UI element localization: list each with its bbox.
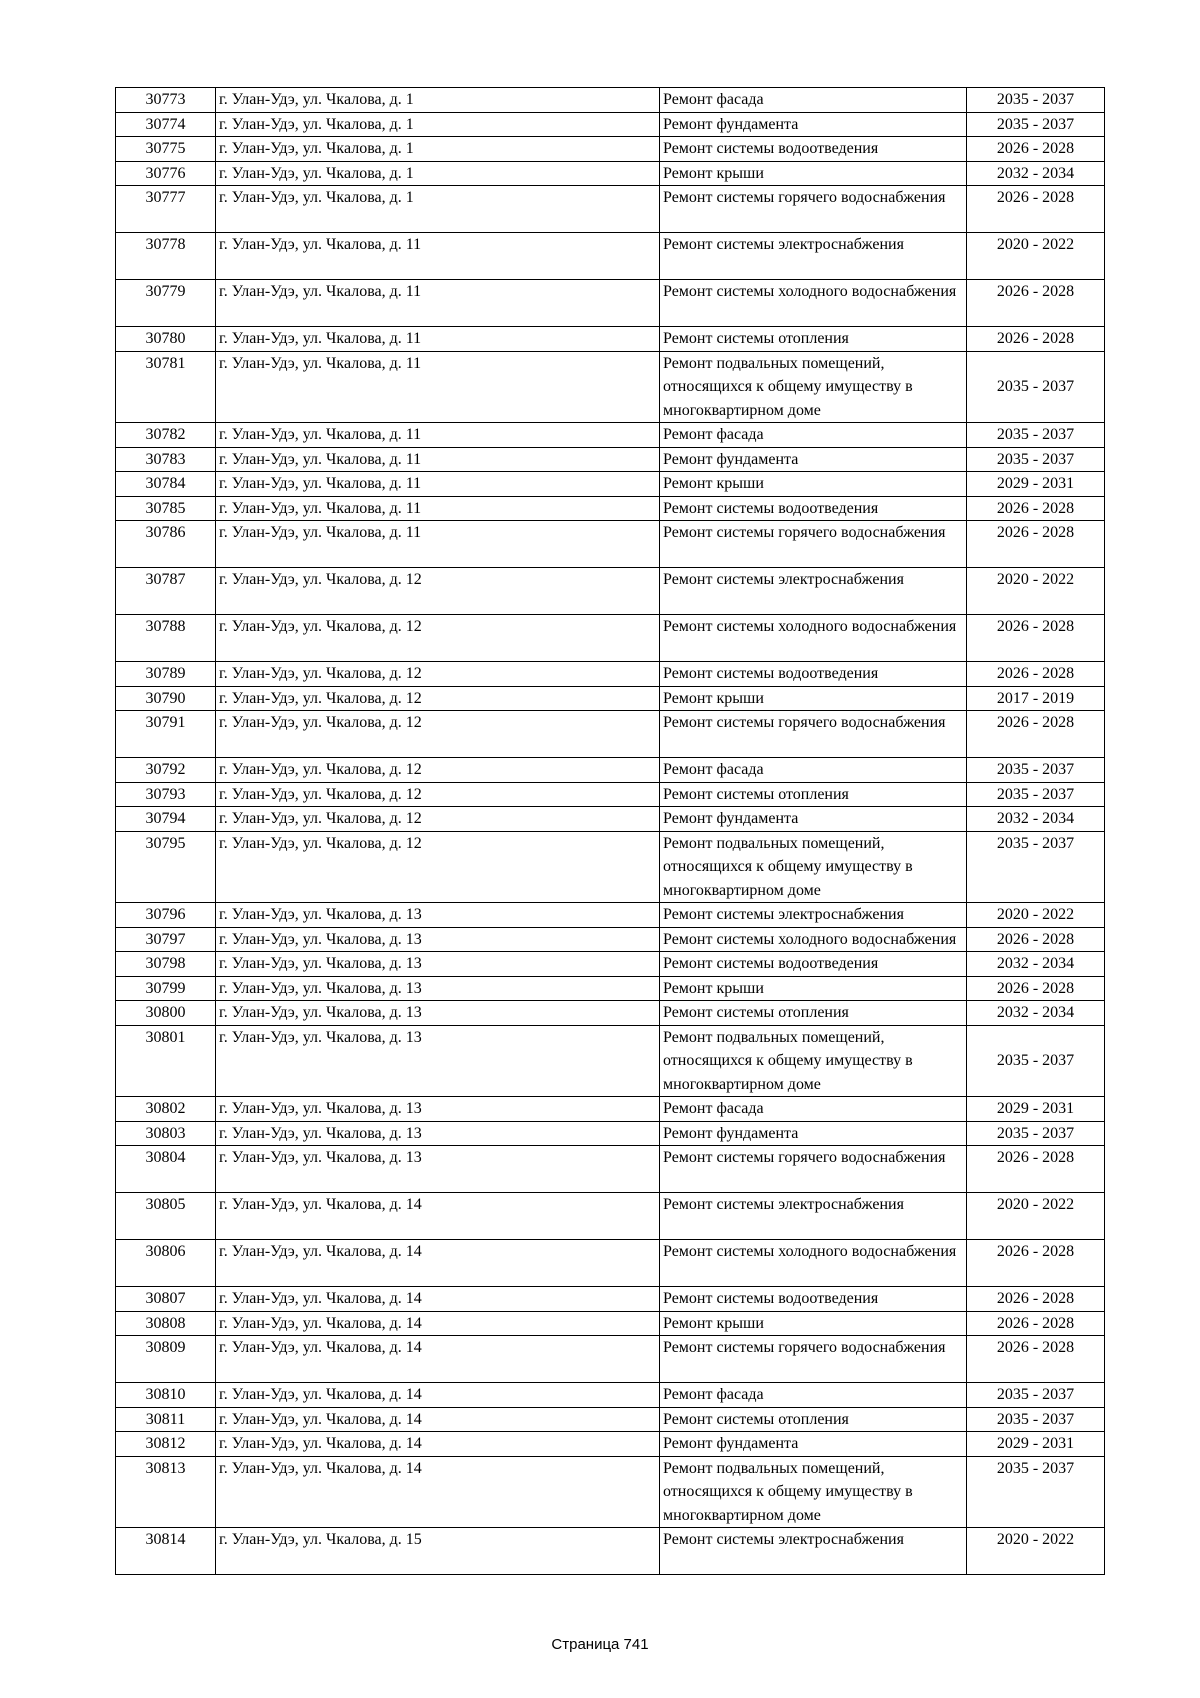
table-row — [116, 1146, 1105, 1193]
table-row — [116, 472, 1105, 497]
repair-schedule-table — [115, 87, 1105, 1575]
address-cell: г. Улан-Удэ, ул. Чкалова, д. 14 — [216, 1456, 660, 1528]
address-cell: г. Улан-Удэ, ул. Чкалова, д. 12 — [216, 807, 660, 832]
table-row — [116, 521, 1105, 568]
address-cell: г. Улан-Удэ, ул. Чкалова, д. 11 — [216, 521, 660, 568]
work-type-cell: Ремонт системы отопления — [660, 327, 967, 352]
address-cell: г. Улан-Удэ, ул. Чкалова, д. 1 — [216, 186, 660, 233]
row-number-cell: 30776 — [116, 161, 216, 186]
work-type-cell: Ремонт системы холодного водоснабжения — [660, 927, 967, 952]
address-cell: г. Улан-Удэ, ул. Чкалова, д. 14 — [216, 1193, 660, 1240]
work-type-cell: Ремонт фасада — [660, 1383, 967, 1408]
address-cell: г. Улан-Удэ, ул. Чкалова, д. 14 — [216, 1336, 660, 1383]
row-number-cell: 30804 — [116, 1146, 216, 1193]
row-number-cell: 30791 — [116, 711, 216, 758]
table-row — [116, 758, 1105, 783]
row-number-cell: 30802 — [116, 1097, 216, 1122]
table-row — [116, 1432, 1105, 1457]
row-number-cell: 30808 — [116, 1311, 216, 1336]
period-cell: 2020 - 2022 — [967, 568, 1105, 615]
row-number-cell: 30781 — [116, 351, 216, 423]
period-cell: 2026 - 2028 — [967, 1311, 1105, 1336]
work-type-cell: Ремонт системы холодного водоснабжения — [660, 1240, 967, 1287]
period-cell: 2020 - 2022 — [967, 903, 1105, 928]
work-type-cell: Ремонт подвальных помещений, относящихся к общему имуществу в многоквартирном доме — [660, 831, 967, 903]
address-cell: г. Улан-Удэ, ул. Чкалова, д. 11 — [216, 472, 660, 497]
address-cell: г. Улан-Удэ, ул. Чкалова, д. 13 — [216, 1001, 660, 1026]
period-cell: 2035 - 2037 — [967, 1456, 1105, 1528]
work-type-cell: Ремонт крыши — [660, 161, 967, 186]
row-number-cell: 30798 — [116, 952, 216, 977]
period-cell: 2026 - 2028 — [967, 327, 1105, 352]
table-row — [116, 88, 1105, 113]
row-number-cell: 30813 — [116, 1456, 216, 1528]
address-cell: г. Улан-Удэ, ул. Чкалова, д. 12 — [216, 662, 660, 687]
period-cell: 2026 - 2028 — [967, 521, 1105, 568]
table-row — [116, 233, 1105, 280]
table-row — [116, 568, 1105, 615]
address-cell: г. Улан-Удэ, ул. Чкалова, д. 14 — [216, 1383, 660, 1408]
work-type-cell: Ремонт системы электроснабжения — [660, 1193, 967, 1240]
period-cell: 2029 - 2031 — [967, 1432, 1105, 1457]
address-cell: г. Улан-Удэ, ул. Чкалова, д. 12 — [216, 758, 660, 783]
work-type-cell: Ремонт фундамента — [660, 1121, 967, 1146]
row-number-cell: 30778 — [116, 233, 216, 280]
table-row — [116, 161, 1105, 186]
period-cell: 2026 - 2028 — [967, 1146, 1105, 1193]
work-type-cell: Ремонт системы водоотведения — [660, 952, 967, 977]
period-cell: 2026 - 2028 — [967, 976, 1105, 1001]
period-cell: 2032 - 2034 — [967, 161, 1105, 186]
work-type-cell: Ремонт системы водоотведения — [660, 137, 967, 162]
period-cell: 2035 - 2037 — [967, 88, 1105, 113]
address-cell: г. Улан-Удэ, ул. Чкалова, д. 14 — [216, 1240, 660, 1287]
period-cell: 2026 - 2028 — [967, 1336, 1105, 1383]
work-type-cell: Ремонт системы отопления — [660, 1407, 967, 1432]
row-number-cell: 30773 — [116, 88, 216, 113]
address-cell: г. Улан-Удэ, ул. Чкалова, д. 14 — [216, 1432, 660, 1457]
row-number-cell: 30789 — [116, 662, 216, 687]
row-number-cell: 30799 — [116, 976, 216, 1001]
row-number-cell: 30775 — [116, 137, 216, 162]
row-number-cell: 30783 — [116, 447, 216, 472]
row-number-cell: 30809 — [116, 1336, 216, 1383]
period-cell: 2035 - 2037 — [967, 1025, 1105, 1097]
row-number-cell: 30788 — [116, 615, 216, 662]
table-row — [116, 496, 1105, 521]
row-number-cell: 30805 — [116, 1193, 216, 1240]
table-row — [116, 137, 1105, 162]
work-type-cell: Ремонт системы водоотведения — [660, 496, 967, 521]
row-number-cell: 30792 — [116, 758, 216, 783]
row-number-cell: 30814 — [116, 1528, 216, 1575]
table-row — [116, 186, 1105, 233]
row-number-cell: 30794 — [116, 807, 216, 832]
row-number-cell: 30800 — [116, 1001, 216, 1026]
work-type-cell: Ремонт фундамента — [660, 112, 967, 137]
work-type-cell: Ремонт крыши — [660, 472, 967, 497]
work-type-cell: Ремонт системы водоотведения — [660, 1287, 967, 1312]
address-cell: г. Улан-Удэ, ул. Чкалова, д. 14 — [216, 1287, 660, 1312]
table-row — [116, 952, 1105, 977]
row-number-cell: 30807 — [116, 1287, 216, 1312]
work-type-cell: Ремонт системы водоотведения — [660, 662, 967, 687]
work-type-cell: Ремонт системы горячего водоснабжения — [660, 1336, 967, 1383]
work-type-cell: Ремонт системы горячего водоснабжения — [660, 521, 967, 568]
table-row — [116, 112, 1105, 137]
table-row — [116, 1407, 1105, 1432]
table-row — [116, 662, 1105, 687]
address-cell: г. Улан-Удэ, ул. Чкалова, д. 14 — [216, 1311, 660, 1336]
period-cell: 2026 - 2028 — [967, 711, 1105, 758]
work-type-cell: Ремонт подвальных помещений, относящихся к общему имуществу в многоквартирном доме — [660, 351, 967, 423]
work-type-cell: Ремонт системы холодного водоснабжения — [660, 280, 967, 327]
table-row — [116, 423, 1105, 448]
period-cell: 2026 - 2028 — [967, 280, 1105, 327]
table-body — [116, 88, 1105, 1575]
period-cell: 2032 - 2034 — [967, 952, 1105, 977]
row-number-cell: 30810 — [116, 1383, 216, 1408]
period-cell: 2026 - 2028 — [967, 662, 1105, 687]
table-row — [116, 976, 1105, 1001]
address-cell: г. Улан-Удэ, ул. Чкалова, д. 1 — [216, 88, 660, 113]
work-type-cell: Ремонт системы электроснабжения — [660, 568, 967, 615]
table-row — [116, 782, 1105, 807]
work-type-cell: Ремонт системы электроснабжения — [660, 903, 967, 928]
address-cell: г. Улан-Удэ, ул. Чкалова, д. 11 — [216, 423, 660, 448]
period-cell: 2035 - 2037 — [967, 112, 1105, 137]
table-row — [116, 711, 1105, 758]
row-number-cell: 30811 — [116, 1407, 216, 1432]
page-number: Страница 741 — [551, 1636, 649, 1653]
period-cell: 2026 - 2028 — [967, 496, 1105, 521]
table-row — [116, 615, 1105, 662]
address-cell: г. Улан-Удэ, ул. Чкалова, д. 12 — [216, 568, 660, 615]
work-type-cell: Ремонт системы горячего водоснабжения — [660, 711, 967, 758]
period-cell: 2026 - 2028 — [967, 927, 1105, 952]
row-number-cell: 30784 — [116, 472, 216, 497]
row-number-cell: 30787 — [116, 568, 216, 615]
period-cell: 2032 - 2034 — [967, 1001, 1105, 1026]
work-type-cell: Ремонт крыши — [660, 976, 967, 1001]
table-row — [116, 447, 1105, 472]
work-type-cell: Ремонт системы горячего водоснабжения — [660, 1146, 967, 1193]
table-row — [116, 1025, 1105, 1097]
work-type-cell: Ремонт системы горячего водоснабжения — [660, 186, 967, 233]
row-number-cell: 30803 — [116, 1121, 216, 1146]
period-cell: 2026 - 2028 — [967, 615, 1105, 662]
table-row — [116, 831, 1105, 903]
period-cell: 2035 - 2037 — [967, 758, 1105, 783]
work-type-cell: Ремонт системы отопления — [660, 1001, 967, 1026]
period-cell: 2020 - 2022 — [967, 1193, 1105, 1240]
row-number-cell: 30796 — [116, 903, 216, 928]
period-cell: 2020 - 2022 — [967, 233, 1105, 280]
address-cell: г. Улан-Удэ, ул. Чкалова, д. 13 — [216, 1121, 660, 1146]
row-number-cell: 30786 — [116, 521, 216, 568]
address-cell: г. Улан-Удэ, ул. Чкалова, д. 13 — [216, 927, 660, 952]
table-row — [116, 927, 1105, 952]
row-number-cell: 30790 — [116, 686, 216, 711]
address-cell: г. Улан-Удэ, ул. Чкалова, д. 13 — [216, 903, 660, 928]
row-number-cell: 30785 — [116, 496, 216, 521]
period-cell: 2035 - 2037 — [967, 447, 1105, 472]
address-cell: г. Улан-Удэ, ул. Чкалова, д. 1 — [216, 112, 660, 137]
address-cell: г. Улан-Удэ, ул. Чкалова, д. 13 — [216, 1025, 660, 1097]
table-row — [116, 280, 1105, 327]
address-cell: г. Улан-Удэ, ул. Чкалова, д. 11 — [216, 280, 660, 327]
work-type-cell: Ремонт подвальных помещений, относящихся к общему имуществу в многоквартирном доме — [660, 1456, 967, 1528]
period-cell: 2035 - 2037 — [967, 1121, 1105, 1146]
period-cell: 2035 - 2037 — [967, 782, 1105, 807]
row-number-cell: 30774 — [116, 112, 216, 137]
address-cell: г. Улан-Удэ, ул. Чкалова, д. 11 — [216, 351, 660, 423]
address-cell: г. Улан-Удэ, ул. Чкалова, д. 11 — [216, 447, 660, 472]
work-type-cell: Ремонт крыши — [660, 686, 967, 711]
address-cell: г. Улан-Удэ, ул. Чкалова, д. 13 — [216, 952, 660, 977]
period-cell: 2035 - 2037 — [967, 831, 1105, 903]
work-type-cell: Ремонт фасада — [660, 758, 967, 783]
address-cell: г. Улан-Удэ, ул. Чкалова, д. 15 — [216, 1528, 660, 1575]
work-type-cell: Ремонт системы отопления — [660, 782, 967, 807]
address-cell: г. Улан-Удэ, ул. Чкалова, д. 13 — [216, 1097, 660, 1122]
table-row — [116, 1456, 1105, 1528]
row-number-cell: 30801 — [116, 1025, 216, 1097]
work-type-cell: Ремонт фасада — [660, 88, 967, 113]
table-row — [116, 1001, 1105, 1026]
address-cell: г. Улан-Удэ, ул. Чкалова, д. 12 — [216, 782, 660, 807]
work-type-cell: Ремонт системы электроснабжения — [660, 1528, 967, 1575]
address-cell: г. Улан-Удэ, ул. Чкалова, д. 12 — [216, 686, 660, 711]
row-number-cell: 30779 — [116, 280, 216, 327]
table-row — [116, 327, 1105, 352]
work-type-cell: Ремонт фундамента — [660, 1432, 967, 1457]
address-cell: г. Улан-Удэ, ул. Чкалова, д. 13 — [216, 976, 660, 1001]
work-type-cell: Ремонт подвальных помещений, относящихся к общему имуществу в многоквартирном доме — [660, 1025, 967, 1097]
period-cell: 2035 - 2037 — [967, 423, 1105, 448]
table-row — [116, 1193, 1105, 1240]
table-row — [116, 351, 1105, 423]
period-cell: 2035 - 2037 — [967, 351, 1105, 423]
period-cell: 2032 - 2034 — [967, 807, 1105, 832]
period-cell: 2026 - 2028 — [967, 1287, 1105, 1312]
table-row — [116, 1311, 1105, 1336]
work-type-cell: Ремонт системы электроснабжения — [660, 233, 967, 280]
work-type-cell: Ремонт фундамента — [660, 807, 967, 832]
address-cell: г. Улан-Удэ, ул. Чкалова, д. 1 — [216, 161, 660, 186]
period-cell: 2020 - 2022 — [967, 1528, 1105, 1575]
address-cell: г. Улан-Удэ, ул. Чкалова, д. 13 — [216, 1146, 660, 1193]
row-number-cell: 30793 — [116, 782, 216, 807]
address-cell: г. Улан-Удэ, ул. Чкалова, д. 1 — [216, 137, 660, 162]
period-cell: 2029 - 2031 — [967, 472, 1105, 497]
table-row — [116, 1097, 1105, 1122]
table-row — [116, 1287, 1105, 1312]
table-row — [116, 1121, 1105, 1146]
period-cell: 2026 - 2028 — [967, 137, 1105, 162]
period-cell: 2035 - 2037 — [967, 1383, 1105, 1408]
table-row — [116, 807, 1105, 832]
work-type-cell: Ремонт крыши — [660, 1311, 967, 1336]
work-type-cell: Ремонт фасада — [660, 423, 967, 448]
table-row — [116, 1336, 1105, 1383]
table-row — [116, 903, 1105, 928]
period-cell: 2029 - 2031 — [967, 1097, 1105, 1122]
address-cell: г. Улан-Удэ, ул. Чкалова, д. 11 — [216, 496, 660, 521]
address-cell: г. Улан-Удэ, ул. Чкалова, д. 11 — [216, 233, 660, 280]
table-row — [116, 1240, 1105, 1287]
address-cell: г. Улан-Удэ, ул. Чкалова, д. 11 — [216, 327, 660, 352]
period-cell: 2026 - 2028 — [967, 186, 1105, 233]
address-cell: г. Улан-Удэ, ул. Чкалова, д. 14 — [216, 1407, 660, 1432]
work-type-cell: Ремонт фундамента — [660, 447, 967, 472]
period-cell: 2035 - 2037 — [967, 1407, 1105, 1432]
address-cell: г. Улан-Удэ, ул. Чкалова, д. 12 — [216, 615, 660, 662]
address-cell: г. Улан-Удэ, ул. Чкалова, д. 12 — [216, 831, 660, 903]
row-number-cell: 30782 — [116, 423, 216, 448]
row-number-cell: 30806 — [116, 1240, 216, 1287]
table-row — [116, 1383, 1105, 1408]
table-row — [116, 1528, 1105, 1575]
period-cell: 2017 - 2019 — [967, 686, 1105, 711]
row-number-cell: 30780 — [116, 327, 216, 352]
address-cell: г. Улан-Удэ, ул. Чкалова, д. 12 — [216, 711, 660, 758]
work-type-cell: Ремонт системы холодного водоснабжения — [660, 615, 967, 662]
row-number-cell: 30777 — [116, 186, 216, 233]
work-type-cell: Ремонт фасада — [660, 1097, 967, 1122]
row-number-cell: 30797 — [116, 927, 216, 952]
period-cell: 2026 - 2028 — [967, 1240, 1105, 1287]
table-row — [116, 686, 1105, 711]
row-number-cell: 30812 — [116, 1432, 216, 1457]
row-number-cell: 30795 — [116, 831, 216, 903]
